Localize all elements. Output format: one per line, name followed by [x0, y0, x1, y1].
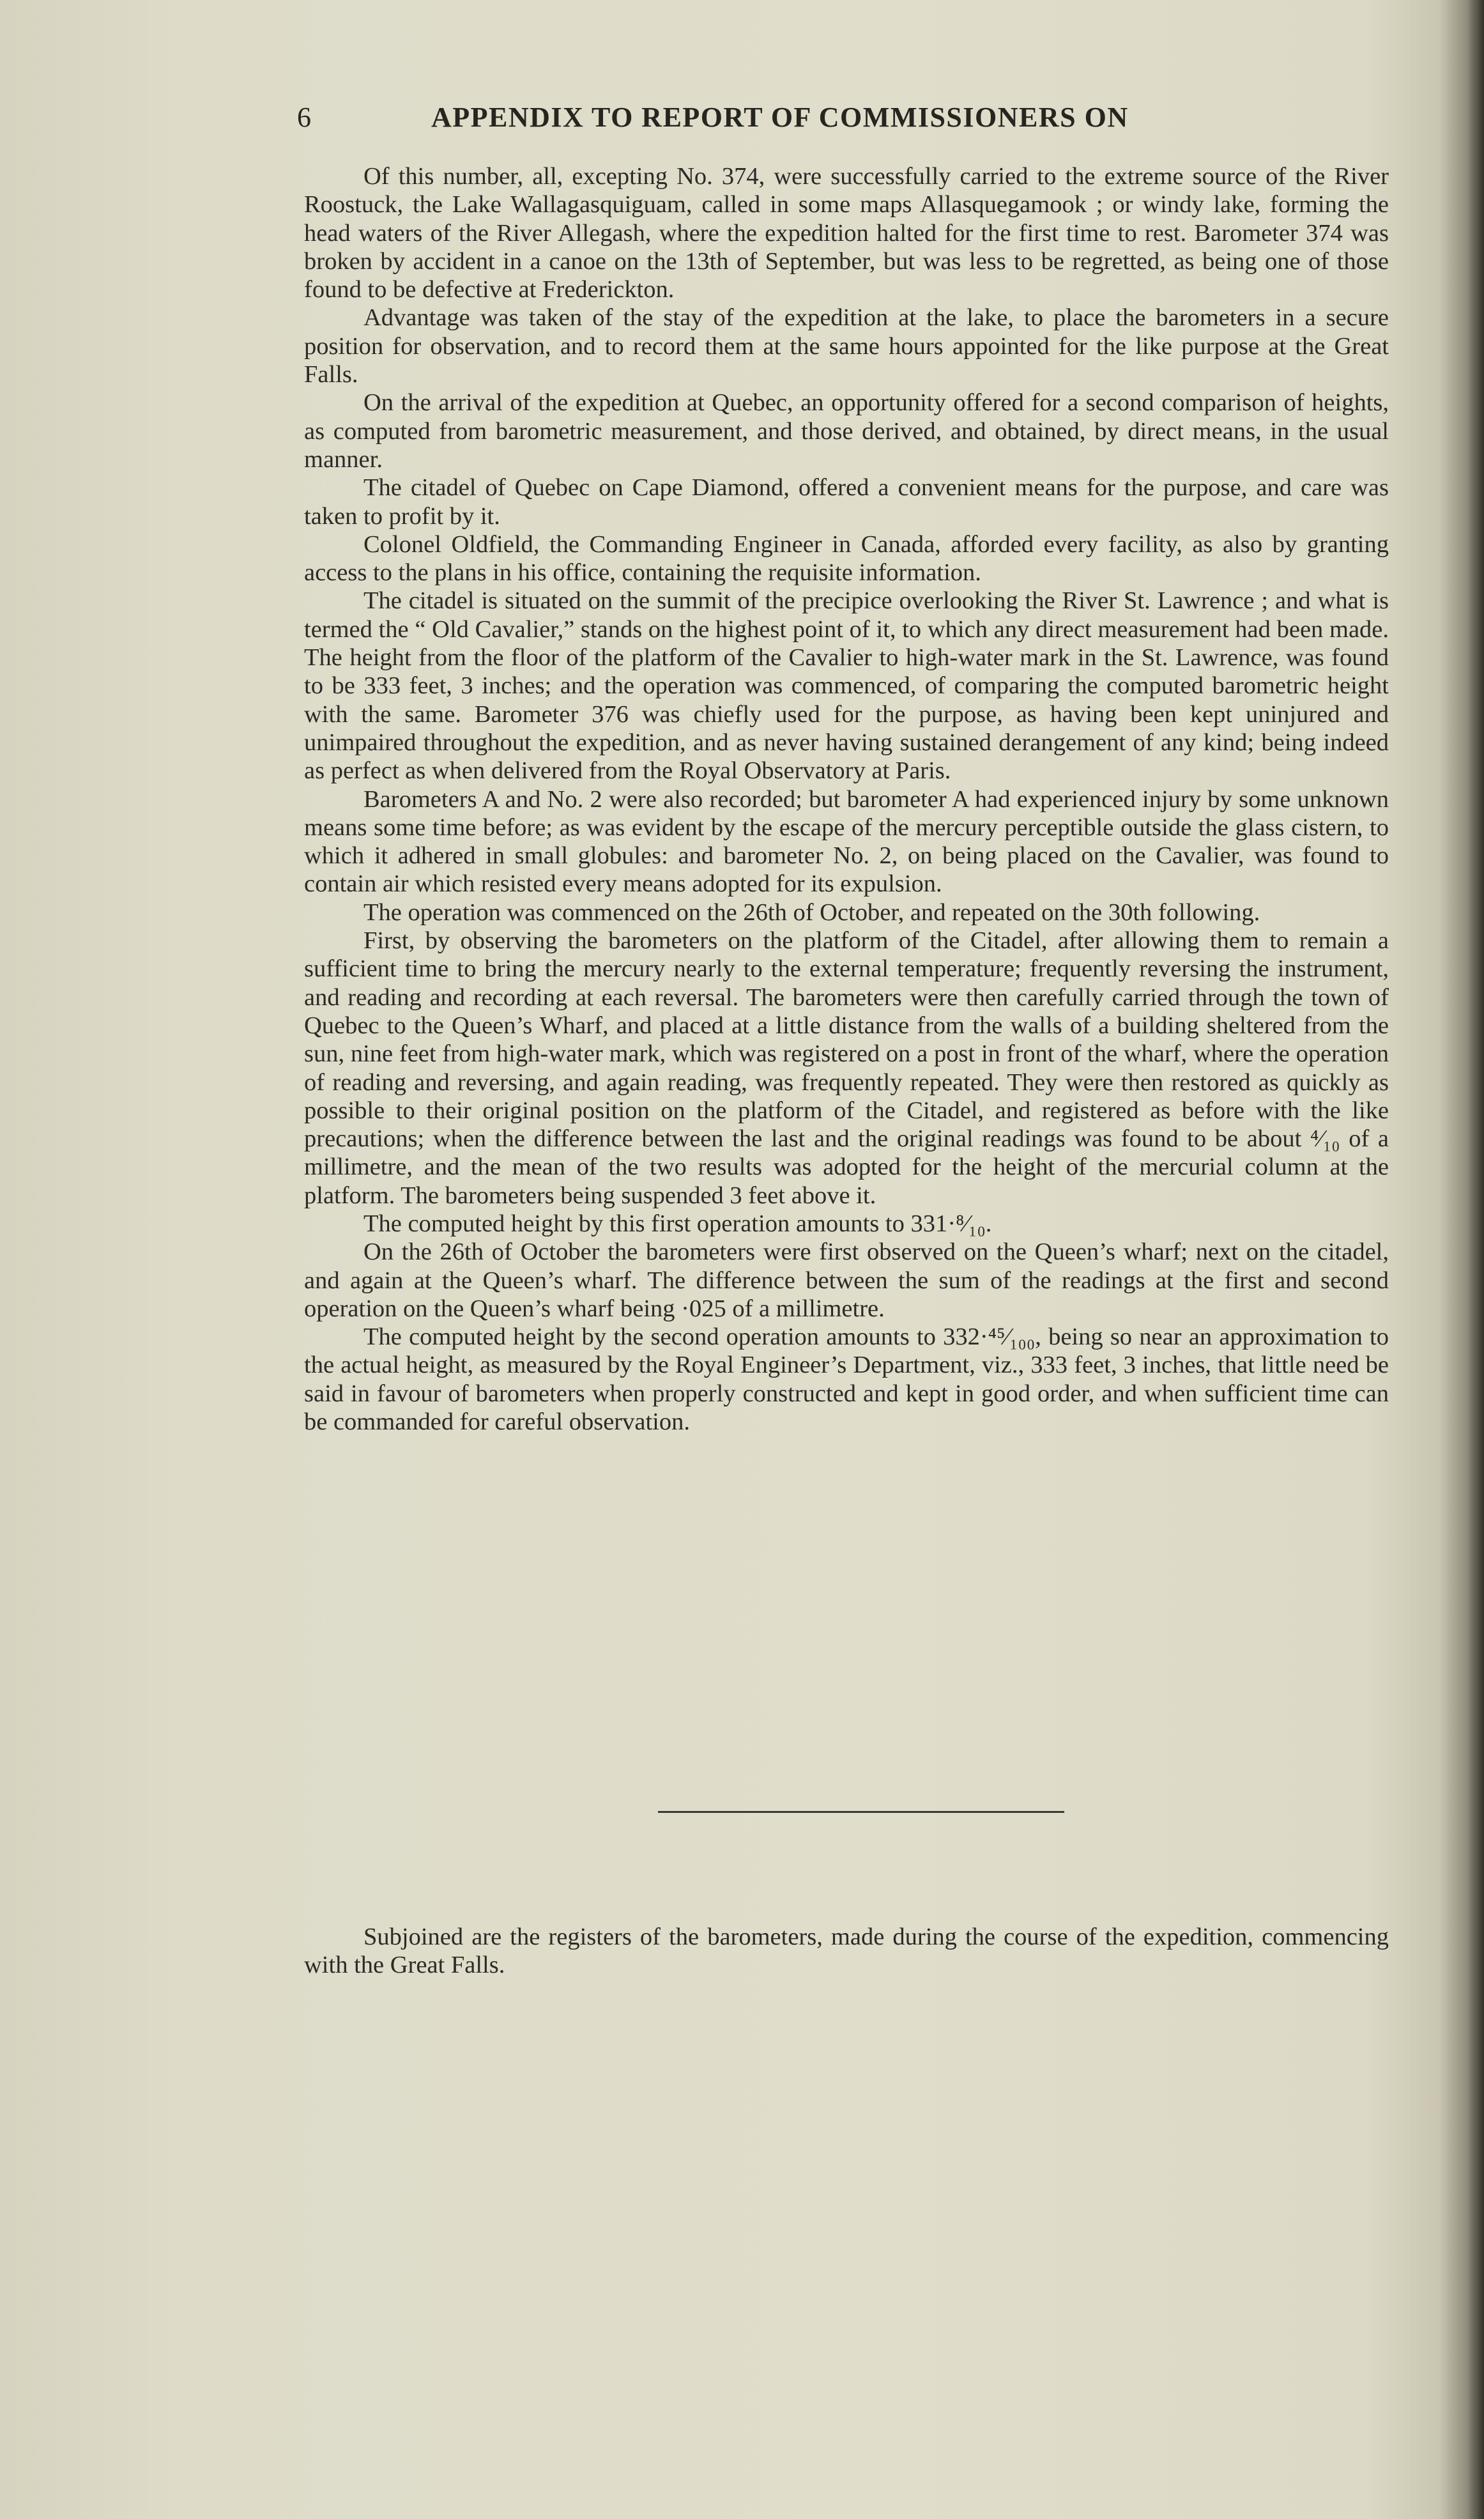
paragraph: On the arrival of the expedition at Quebec, an opportunity offered for a second comparison of heights, as computed from barometric measurement, and those derived, and obtained, by direct means, in the usual manner.	[304, 389, 1389, 473]
paragraph: Barometers A and No. 2 were also recorded; but barometer A had experienced injury by some unknown means some time before; as was evident by the escape of the mercury perceptible outside the glass cistern, to which it adhered in small globules: and barometer No. 2, on being placed on the Cavalier, was found to contain air which resisted every means adopted for its expulsion.	[304, 785, 1389, 898]
paragraph: The citadel is situated on the summit of the precipice overlooking the River St. Lawrence ; and what is termed the “ Old Cavalier,” stands on the highest point of it, to which any direct measurement had been made. The height from the floor of the platform of the Cavalier to high-water mark in the St. Lawrence, was found to be 333 feet, 3 inches; and the operation was commenced, of comparing the computed barometric height with the same. Barometer 376 was chiefly used for the purpose, as having been kept uninjured and unimpaired throughout the expedition, and as never having sustained derangement of any kind; being indeed as perfect as when delivered from the Royal Observatory at Paris.	[304, 587, 1389, 785]
paragraph: Colonel Oldfield, the Commanding Engineer in Canada, afforded every facility, as also by granting access to the plans in his office, containing the requisite information.	[304, 530, 1389, 587]
paragraph: Of this number, all, excepting No. 374, were successfully carried to the extreme source of the River Roostuck, the Lake Wallagasquiguam, called in some maps Allasquegamook ; or windy lake, forming the head waters of the River Allegash, where the expedition halted for the first time to rest. Barometer 374 was broken by accident in a canoe on the 13th of September, but was less to be regretted, as being one of those found to be defective at Frederickton.	[304, 163, 1389, 304]
paragraph: The computed height by the second operation amounts to 332·⁴⁵⁄₁₀₀, being so near an approximation to the actual height, as measured by the Royal Engineer’s Department, viz., 333 feet, 3 inches, that little need be said in favour of barometers when properly constructed and kept in good order, and when sufficient time can be commanded for careful observation.	[304, 1323, 1389, 1436]
page-number: 6	[297, 102, 312, 133]
paragraph: The citadel of Quebec on Cape Diamond, offered a convenient means for the purpose, and care was taken to profit by it.	[304, 474, 1389, 530]
paragraph: The computed height by this first operation amounts to 331·⁸⁄₁₀.	[363, 1210, 992, 1237]
paragraph: The operation was commenced on the 26th of October, and repeated on the 30th following.	[363, 898, 1260, 926]
paragraph: On the 26th of October the barometers were first observed on the Queen’s wharf; next on the citadel, and again at the Queen’s wharf. The difference between the sum of the readings at the first and second operation on the Queen’s wharf being ·025 of a millimetre.	[304, 1238, 1389, 1322]
closing-paragraph: Subjoined are the registers of the barometers, made during the course of the expedition, commencing with the Great Falls.	[304, 1923, 1389, 1979]
running-head	[297, 101, 1255, 134]
page-edge-shadow	[1467, 0, 1484, 2519]
section-divider	[658, 1811, 1064, 1813]
running-title: APPENDIX TO REPORT OF COMMISSIONERS ON	[431, 102, 1129, 133]
paragraph: First, by observing the barometers on the platform of the Citadel, after allowing them to remain a sufficient time to bring the mercury nearly to the external temperature; frequently reversing the instrument, and reading and recording at each reversal. The barometers were then carefully carried through the town of Quebec to the Queen’s Wharf, and placed at a little distance from the walls of a building sheltered from the sun, nine feet from high-water mark, which was registered on a post in front of the wharf, where the operation of reading and reversing, and again reading, was frequently repeated. They were then restored as quickly as possible to their original position on the platform of the Citadel, and registered as before with the like precautions; when the difference between the last and the original readings was found to be about ⁴⁄₁₀ of a millimetre, and the mean of the two results was adopted for the height of the mercurial column at the platform. The barometers being suspended 3 feet above it.	[304, 927, 1389, 1209]
body-text	[304, 162, 1389, 1436]
paragraph: Advantage was taken of the stay of the expedition at the lake, to place the barometers in a secure position for observation, and to record them at the same hours appointed for the like purpose at the Great Falls.	[304, 304, 1389, 389]
closing-text	[304, 1923, 1389, 1980]
